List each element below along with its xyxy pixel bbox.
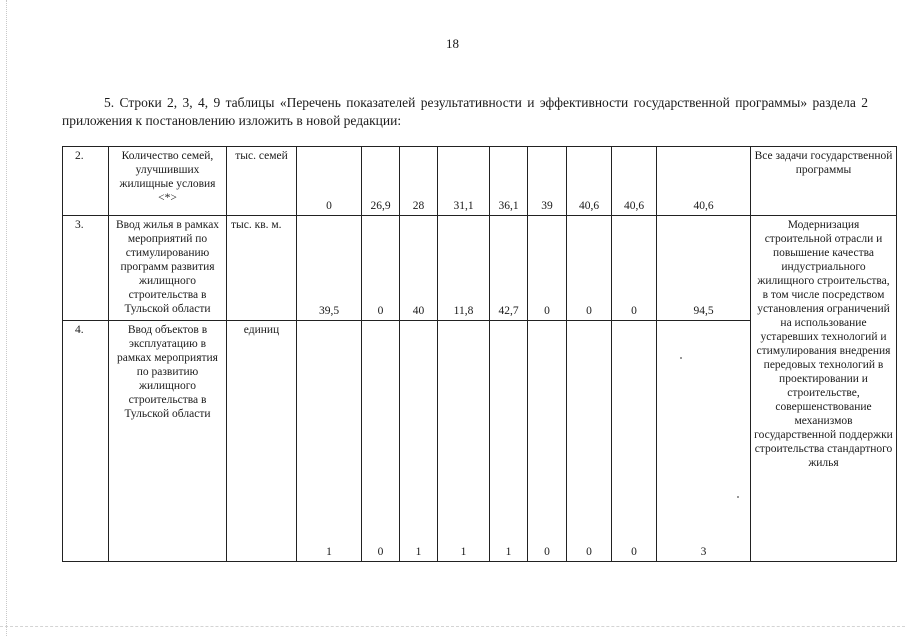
value-cell: 39,5 — [297, 216, 362, 321]
value-cell: 40,6 — [567, 147, 612, 216]
scan-margin-line — [6, 0, 7, 636]
indicators-table — [62, 146, 897, 562]
value-cell: 28 — [400, 147, 438, 216]
value-cell: 1 — [400, 321, 438, 562]
value-cell: 39 — [528, 147, 567, 216]
value-cell: 94,5 — [657, 216, 751, 321]
value-cell: 0 — [612, 321, 657, 562]
value-cell: 0 — [612, 216, 657, 321]
value-cell: 31,1 — [438, 147, 490, 216]
page-number: 18 — [446, 36, 459, 51]
value-cell: 11,8 — [438, 216, 490, 321]
task-cell: Модернизация строительной отрасли и повышение качества индустриального жилищного строительства, в том числе посредством установления ограничений на использование устаревших технологий и стимулирования внедрения передовых технологий в проектировании и строительстве, совершенствование механизмов государственной поддержки строительства стандартного жилья — [751, 216, 897, 562]
value-cell: 40 — [400, 216, 438, 321]
value-cell: 42,7 — [490, 216, 528, 321]
table-row — [63, 216, 897, 321]
value-cell: 26,9 — [362, 147, 400, 216]
indicator-name: Ввод жилья в рамках мероприятий по стимулированию программ развития жилищного строительства в Тульской области — [109, 216, 227, 321]
value-cell: 0 — [567, 321, 612, 562]
value-cell: 0 — [297, 147, 362, 216]
row-number: 3. — [63, 216, 109, 321]
indicator-name: Ввод объектов в эксплуатацию в рамках мероприятия по развитию жилищного строительства в Тульской области — [109, 321, 227, 562]
value-cell: 1 — [438, 321, 490, 562]
unit-cell: единиц — [227, 321, 297, 562]
value-cell: 0 — [567, 216, 612, 321]
task-cell: Все задачи государственной программы — [751, 147, 897, 216]
intro-paragraph: 5. Строки 2, 3, 4, 9 таблицы «Перечень показателей результативности и эффективности государственной программы» раздела 2 приложения к постановлению изложить в новой редакции: — [62, 95, 868, 128]
value-cell: 36,1 — [490, 147, 528, 216]
row-number: 2. — [63, 147, 109, 216]
indicator-name: Количество семей, улучшивших жилищные условия <*> — [109, 147, 227, 216]
value-cell: 40,6 — [657, 147, 751, 216]
value-cell: 40,6 — [612, 147, 657, 216]
unit-cell: тыс. семей — [227, 147, 297, 216]
value-cell: 1 — [297, 321, 362, 562]
value-cell: 0 — [362, 321, 400, 562]
row-number: 4. — [63, 321, 109, 562]
value-cell: 3 — [657, 321, 751, 562]
value-cell: 0 — [528, 321, 567, 562]
unit-cell: тыс. кв. м. — [227, 216, 297, 321]
value-cell: 1 — [490, 321, 528, 562]
table-row — [63, 147, 897, 216]
value-cell: 0 — [362, 216, 400, 321]
value-cell: 0 — [528, 216, 567, 321]
scan-bottom-line — [0, 626, 905, 627]
